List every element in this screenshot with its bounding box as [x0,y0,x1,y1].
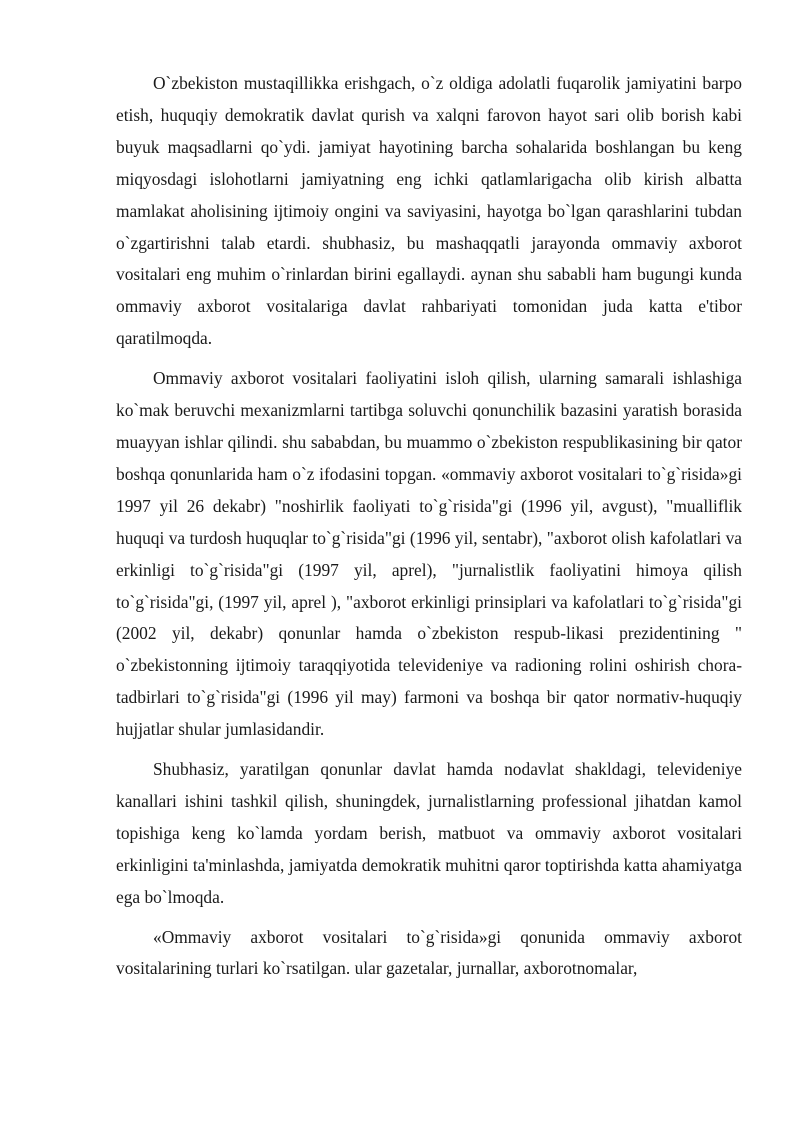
paragraph-3: Shubhasiz, yaratilgan qonunlar davlat hamda nodavlat shakldagi, televideniye kanallari ishini tashkil qilish, shuningdek, jurnalistlarning professional jihatdan kamol topishiga keng ko`lamda yordam berish, matbuot va ommaviy axborot vositalari erkinligini ta'minlashda, jamiyatda demokratik muhitni qaror toptirishda katta ahamiyatga ega bo`lmoqda. [116,759,742,907]
paragraph-1: O`zbekiston mustaqillikka erishgach, o`z oldiga adolatli fuqarolik jamiyatini barpo etish, huquqiy demokratik davlat qurish va xalqni farovon hayot sari olib borish kabi buyuk maqsadlarni qo`ydi. jamiyat hayotining barcha sohalarida boshlangan bu keng miqyosdagi islohotlarni jamiyatning eng ichki qatlamlarigacha olib kirish albatta mamlakat aholisining ijtimoiy ongini va saviyasini, hayotga bo`lgan qarashlarini tubdan o`zgartirishni talab etardi. shubhasiz, bu mashaqqatli jarayonda ommaviy axborot vositalari eng muhim o`rinlardan birini egallaydi. aynan shu sababli ham bugungi kunda ommaviy axborot vositalariga davlat rahbariyati tomonidan juda katta e'tibor qaratilmoqda. [116,73,742,349]
document-page [116,68,742,993]
paragraph-4: «Ommaviy axborot vositalari to`g`risida»gi qonunida ommaviy axborot vositalarining turlari ko`rsatilgan. ular gazetalar, jurnallar, axborotnomalar, [116,926,742,979]
paragraph-2: Ommaviy axborot vositalari faoliyatini isloh qilish, ularning samarali ishlashiga ko`mak beruvchi mexanizmlarni tartibga soluvchi qonunchilik bazasini yaratish borasida muayyan ishlar qilindi. shu sababdan, bu muammo o`zbekiston respublikasining bir qator boshqa qonunlarida ham o`z ifodasini topgan. «ommaviy axborot vositalari to`g`risida»gi 1997 yil 26 dekabr) "noshirlik faoliyati to`g`risida"gi (1996 yil, avgust), "mualliflik huquqi va turdosh huquqlar to`g`risida"gi (1996 yil, sentabr), "axborot olish kafolatlari va erkinligi to`g`risida"gi (1997 yil, aprel), "jurnalistlik faoliyatini himoya qilish to`g`risida"gi, (1997 yil, aprel ), "axborot erkinligi prinsiplari va kafolatlari to`g`risida"gi (2002 yil, dekabr) qonunlar hamda o`zbekiston respub-likasi prezidentining " o`zbekistonning ijtimoiy taraqqiyotida televideniye va radioning rolini oshirish chora-tadbirlari to`g`risida"gi (1996 yil may) farmoni va boshqa bir qator normativ-huquqiy hujjatlar shular jumlasidandir. [116,368,742,740]
